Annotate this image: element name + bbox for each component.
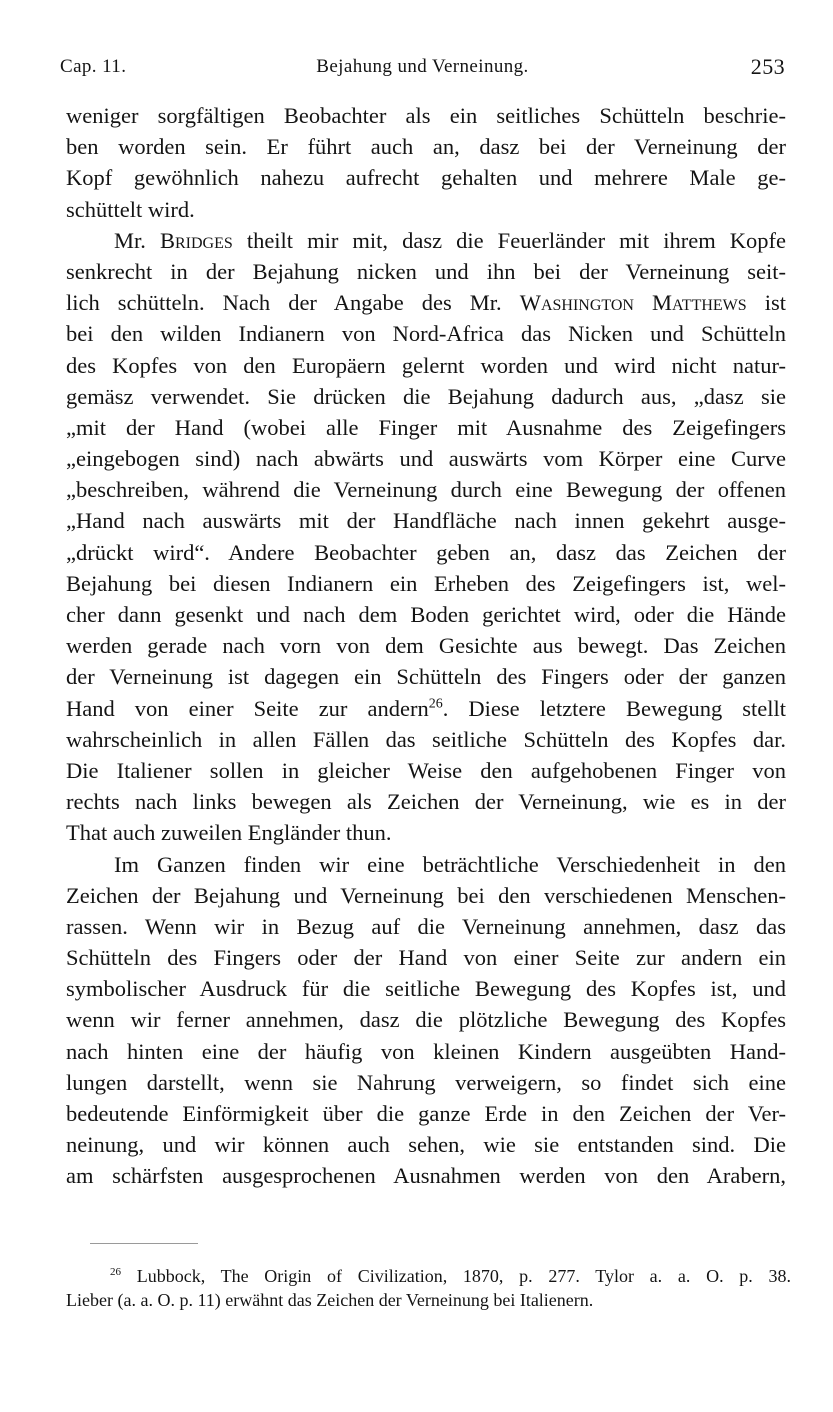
text-line: schüttelt wird. [66,196,195,222]
text-line: bei den wilden Indianern von Nord-Africa das Nicken und Schütteln [66,321,786,347]
text-line: Schütteln des Fingers oder der Hand von einer Seite zur andern ein [66,945,786,971]
text-line: des Kopfes von den Europäern gelernt worden und wird nicht natur- [66,352,786,378]
footnote-text: Lubbock, The Origin of Civilization, 1870, p. 277. Tylor a. a. O. p. 38. [136,1266,791,1286]
text-line: Die Italiener sollen in gleicher Weise den aufgehobenen Finger von [66,757,786,783]
text-line: Zeichen der Bejahung und Verneinung bei den verschiedenen Menschen- [66,882,786,908]
text-line: „beschreiben, während die Verneinung durch eine Bewegung der offenen [66,477,786,503]
footnote-line [66,1264,791,1288]
text-line: weniger sorgfältigen Beobachter als ein seitliches Schütteln beschrie- [66,103,786,128]
footnote-line: Lieber (a. a. O. p. 11) erwähnt das Zeichen der Verneinung bei Italienern. [66,1290,594,1310]
text-line: „mit der Hand (wobei alle Finger mit Ausnahme des Zeigefingers [66,414,786,440]
text-line: nach hinten eine der häufig von kleinen Kindern ausgeübten Hand- [66,1038,786,1064]
text-line [66,287,786,318]
running-header [60,56,785,86]
text-line: bedeutende Einförmigkeit über die ganze Erde in den Zeichen der Ver- [66,1101,786,1126]
text-line: Kopf gewöhnlich nahezu aufrecht gehalten und mehrere Male ge- [66,165,786,191]
text-run: ist [764,290,786,316]
footnotes [66,1264,791,1312]
text-line: am schärfsten ausgesprochenen Ausnahmen werden von den Arabern, [66,1163,786,1189]
text-line: wahrscheinlich in allen Fällen das seitliche Schütteln des Kopfes dar. [66,726,786,752]
page-number: 253 [750,54,785,79]
text-line: cher dann gesenkt und nach dem Boden gerichtet wird, oder die Hände [66,602,786,627]
text-line: Im Ganzen finden wir eine beträchtliche Verschiedenheit in den [114,851,786,877]
running-title: Bejahung und Verneinung. [316,56,529,77]
text-line: lungen darstellt, wenn sie Nahrung verweigern, so findet sich eine [66,1069,786,1095]
text-line [66,693,786,724]
text-run: . Diese letztere Bewegung stellt [442,695,786,721]
text-line: werden gerade nach vorn von dem Gesichte aus bewegt. Das Zeichen [66,633,786,659]
footnote-number: 26 [110,1266,121,1278]
text-line [66,225,786,256]
text-line: „drückt wird“. Andere Beobachter geben an, dasz das Zeichen der [66,539,786,565]
text-line: symbolischer Ausdruck für die seitliche Bewegung des Kopfes ist, und [66,976,786,1002]
person-name: Bridges [159,227,233,253]
text-run: Mr. [114,227,146,253]
body-text [66,100,786,1192]
text-line: senkrecht in der Bejahung nicken und ihn bei der Verneinung seit- [66,258,786,284]
text-line: ben worden sein. Er führt auch an, dasz bei der Verneinung der [66,134,786,160]
text-run: theilt mir mit, dasz die Feuerländer mit ihrem Kopfe [246,227,787,253]
chapter-label: Cap. 11. [60,56,127,77]
text-line: gemäsz verwendet. Sie drücken die Bejahung dadurch aus, „dasz sie [66,383,786,409]
text-line: „eingebogen sind) nach abwärts und auswärts vom Körper eine Curve [66,446,786,472]
text-line: wenn wir ferner annehmen, dasz die plötzliche Bewegung des Kopfes [66,1007,786,1033]
footnote-divider [90,1243,198,1244]
person-name: Washington Matthews [519,290,747,316]
text-run: lich schütteln. Nach der Angabe des Mr. [66,290,502,316]
text-line: rechts nach links bewegen als Zeichen der Verneinung, wie es in der [66,789,786,815]
text-run: Hand von einer Seite zur andern [66,695,429,721]
text-line: „Hand nach auswärts mit der Handfläche nach innen gekehrt ausge- [66,508,786,534]
text-line: That auch zuweilen Engländer thun. [66,820,392,846]
text-line: rassen. Wenn wir in Bezug auf die Verneinung annehmen, dasz das [66,913,786,939]
text-line: der Verneinung ist dagegen ein Schütteln des Fingers oder der ganzen [66,664,786,690]
text-line: neinung, und wir können auch sehen, wie sie entstanden sind. Die [66,1132,786,1158]
text-line: Bejahung bei diesen Indianern ein Erheben des Zeigefingers ist, wel- [66,570,786,596]
footnote-ref: 26 [428,696,443,712]
